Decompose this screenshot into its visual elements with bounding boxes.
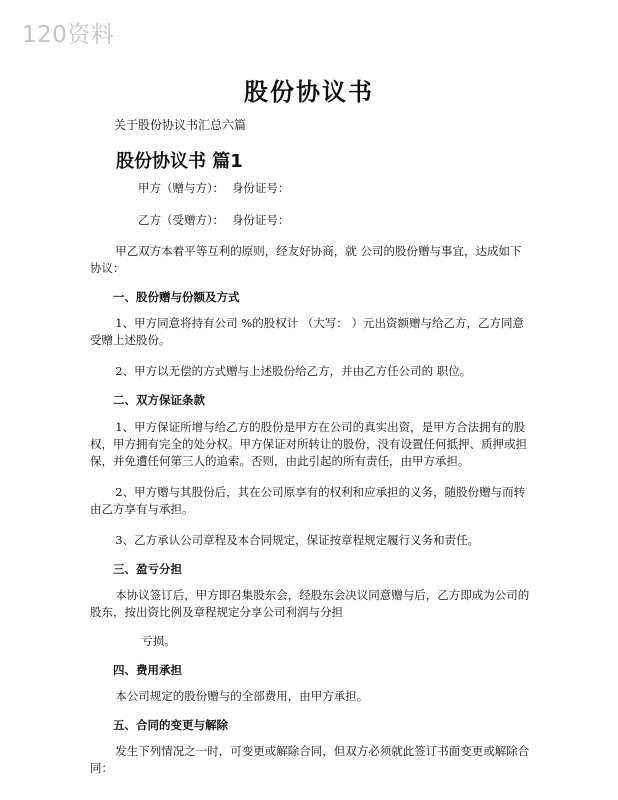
clause-3-1-cont: 亏损。 bbox=[141, 634, 176, 648]
clause-2-2: 2、甲方赠与其股份后，其在公司原享有的权利和应承担的义务，随股份赠与而转由乙方享有与承担。 bbox=[90, 485, 526, 516]
heading-1: 一、股份赠与份额及方式 bbox=[113, 290, 240, 304]
watermark: 120资料 bbox=[22, 22, 115, 48]
clause-2-3: 3、乙方承认公司章程及本合同规定，保证按章程规定履行义务和责任。 bbox=[115, 533, 480, 547]
party-b-line bbox=[138, 212, 530, 229]
heading-2: 二、双方保证条款 bbox=[113, 393, 205, 407]
clause-3-1: 本协议签订后，甲方即召集股东会，经股东会决议同意赠与后，乙方即成为公司的股东，按出资比例及章程规定分享公司利润与分担 bbox=[90, 588, 530, 619]
document-subtitle: 关于股份协议书汇总六篇 bbox=[114, 118, 247, 132]
document-title: 股份协议书 bbox=[244, 78, 374, 106]
party-a-role: 甲方（赠与方）： bbox=[138, 181, 225, 195]
heading-5: 五、合同的变更与解除 bbox=[113, 718, 228, 732]
intro-paragraph: 甲乙双方本着平等互利的原则，经友好协商，就 公司的股份赠与事宜，达成如下协议： bbox=[90, 244, 522, 275]
clause-1-1: 1、甲方同意将持有公司 %的股权计 （大写： ）元出资额赠与给乙方，乙方同意受赠上述股份。 bbox=[90, 316, 525, 347]
section-title: 股份协议书 篇1 bbox=[116, 151, 243, 172]
party-a-line bbox=[138, 180, 530, 197]
heading-3: 三、盈亏分担 bbox=[113, 562, 182, 576]
heading-4: 四、费用承担 bbox=[113, 663, 182, 677]
party-b-role: 乙方（受赠方）： bbox=[138, 213, 225, 227]
document-body bbox=[90, 176, 530, 777]
clause-2-1: 1、甲方保证所增与给乙方的股份是甲方在公司的真实出资，是甲方合法拥有的股权，甲方拥有完全的处分权。甲方保证对所转让的股份，没有设置任何抵押、质押或担保，并免遭任何第三人的追索。否则，由此引起的所有责任，由甲方承担。 bbox=[90, 420, 527, 468]
clause-4-1: 本公司规定的股份赠与的全部费用，由甲方承担。 bbox=[115, 689, 369, 703]
clause-1-2: 2、甲方以无偿的方式赠与上述股份给乙方，并由乙方任公司的 职位。 bbox=[115, 364, 472, 378]
party-b-id-label: 身份证号： bbox=[231, 213, 290, 227]
party-a-id-label: 身份证号： bbox=[231, 181, 290, 195]
clause-5-1: 发生下列情况之一时，可变更或解除合同，但双方必须就此签订书面变更或解除合同： bbox=[90, 744, 530, 775]
